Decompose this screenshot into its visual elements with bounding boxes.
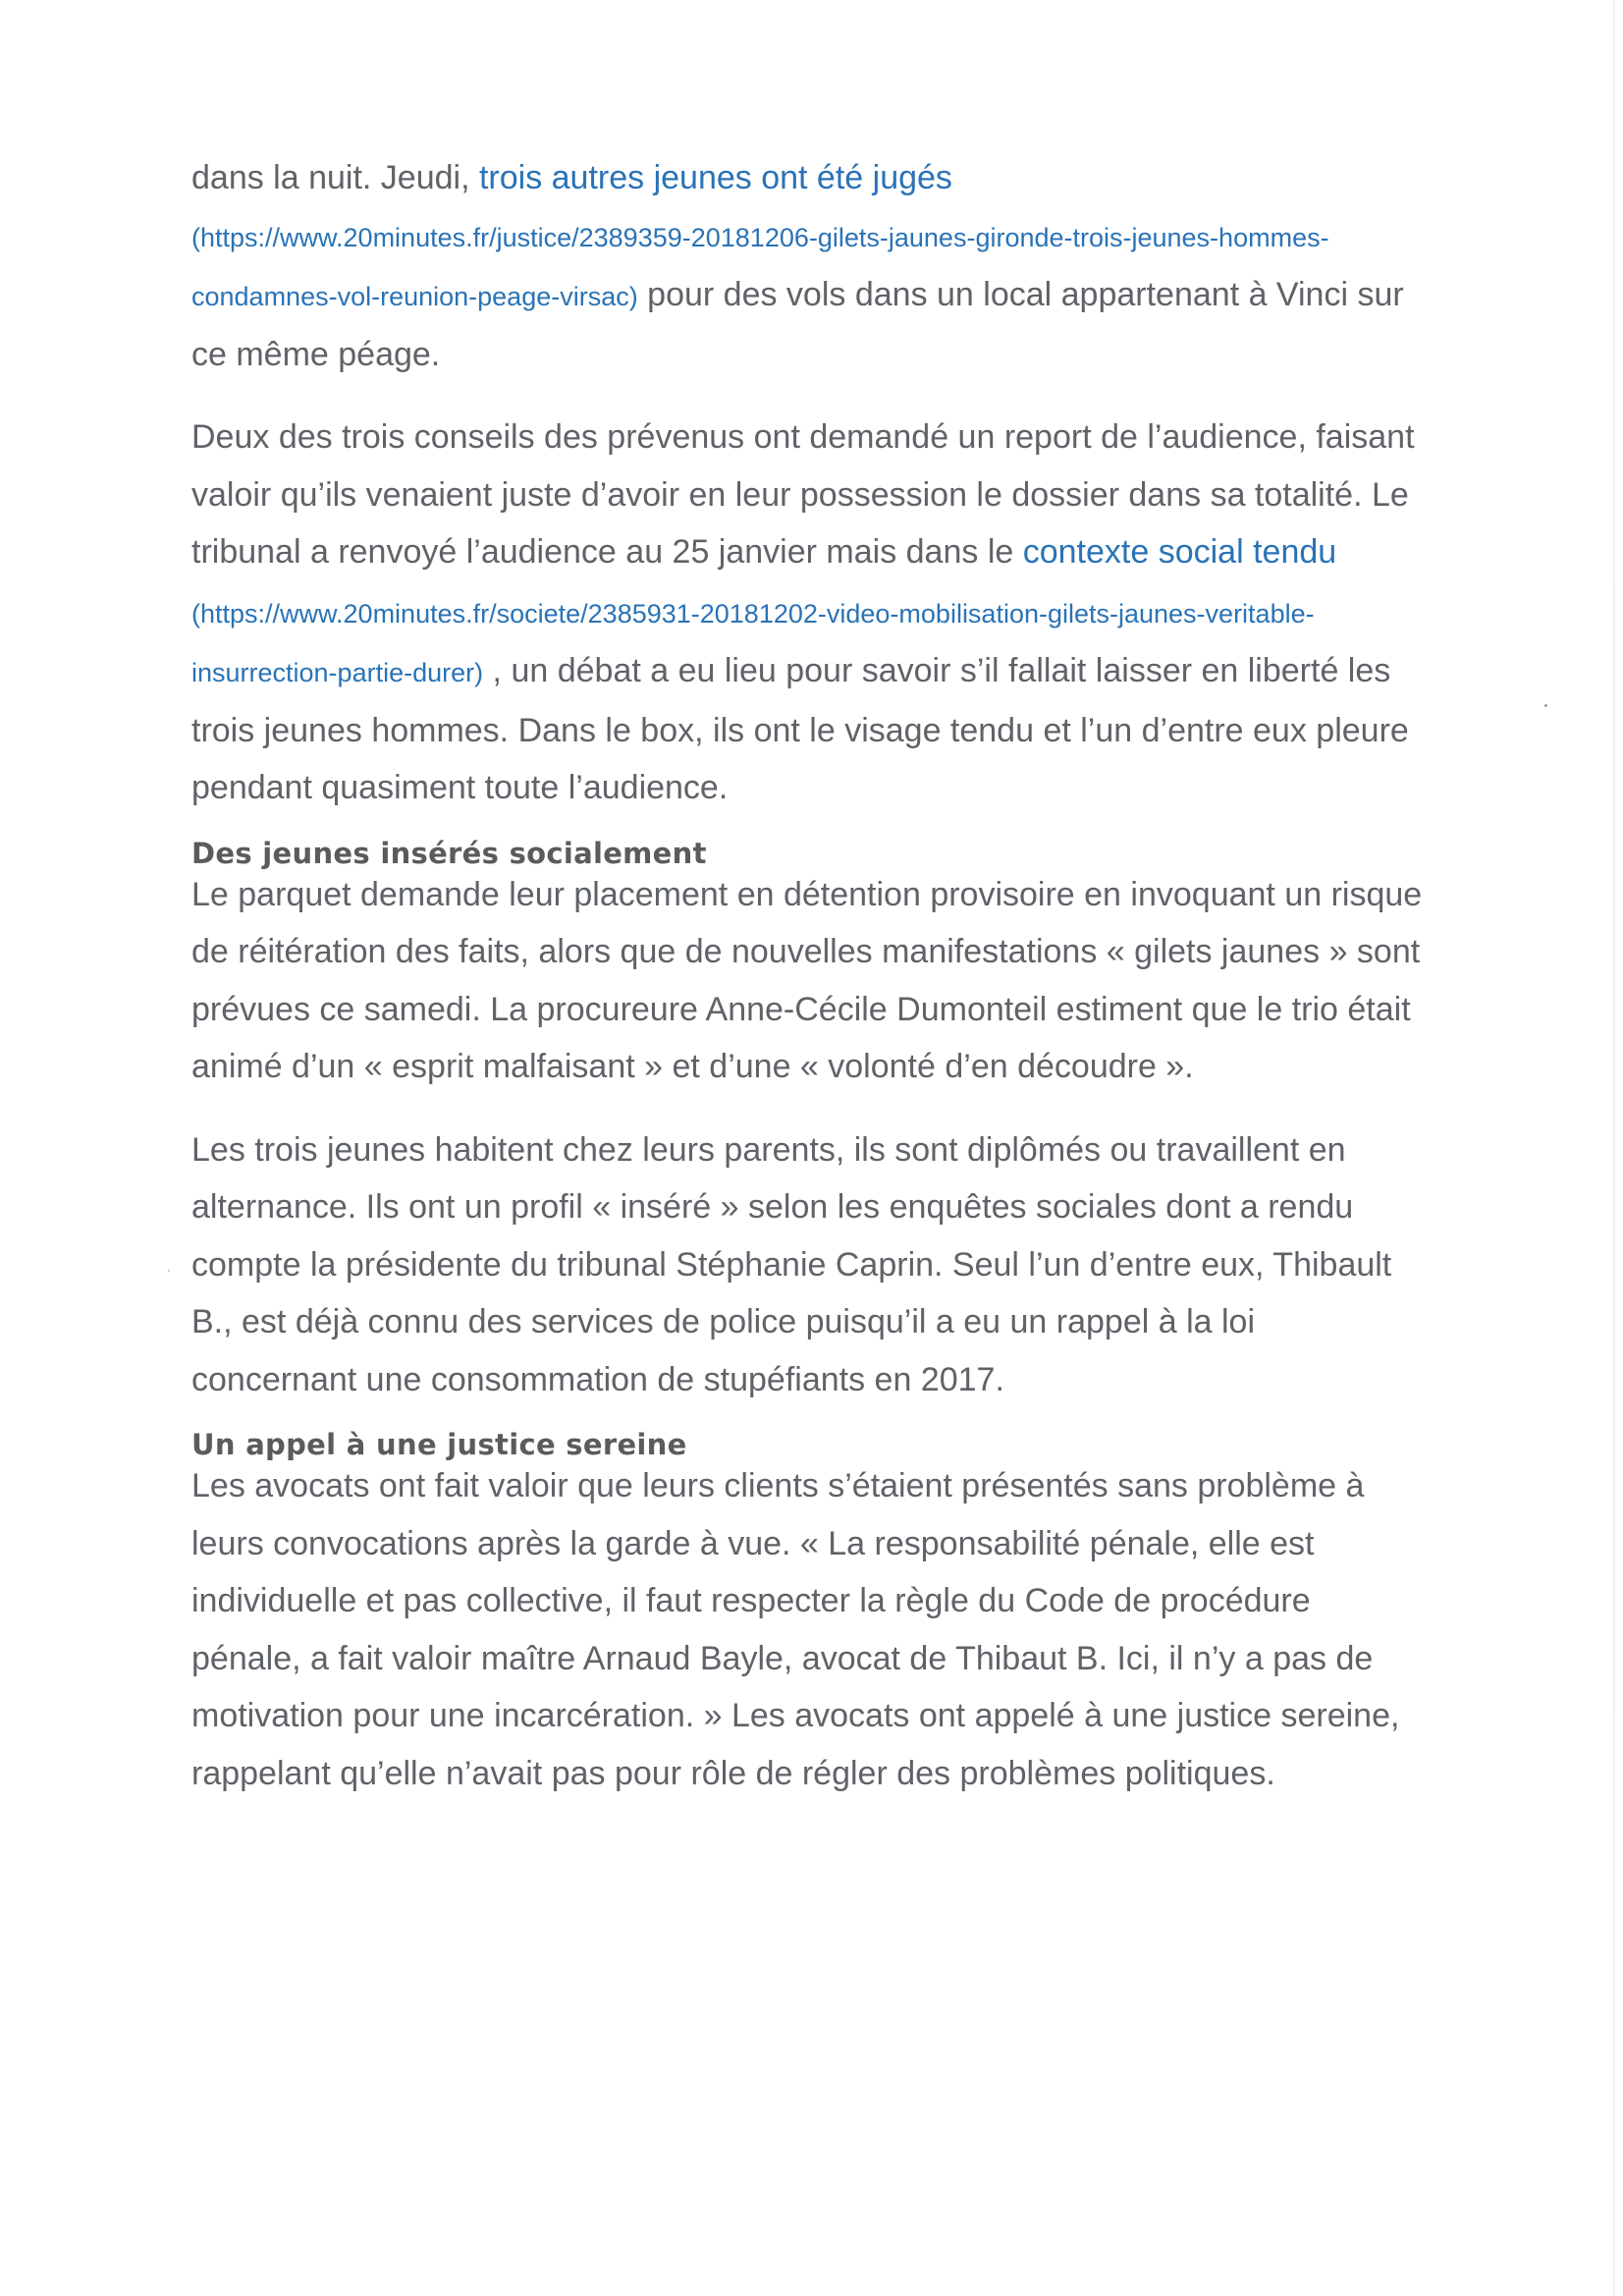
- link-trois-jeunes-juges[interactable]: trois autres jeunes ont été jugés: [478, 159, 952, 196]
- scan-edge: [1613, 0, 1615, 2296]
- paragraph-2-text-b: , un débat a eu lieu pour savoir s’il fallait laisser en liberté les trois jeunes hommes. Dans le box, ils ont le visage tendu et l’un d’entre eux pleure pendant quasiment toute l’audience.: [191, 652, 1409, 806]
- article-body: [191, 149, 1429, 1802]
- paragraph-3: Le parquet demande leur placement en détention provisoire en invoquant un risque de réitération des faits, alors que de nouvelles manifestations « gilets jaunes » sont prévues ce samedi. La procureure Anne-Cécile Dumonteil estiment que le trio était animé d’un « esprit malfaisant » et d’une « volonté d’en découdre ».: [191, 875, 1423, 1085]
- link-url-virsac[interactable]: (https://www.20minutes.fr/justice/2389359-20181206-gilets-jaunes-gironde-trois-jeunes-hommes-condamnes-vol-reunion-peage-virsac): [191, 222, 1329, 311]
- paragraph-5: Les avocats ont fait valoir que leurs clients s’étaient présentés sans problème à leurs convocations après la garde à vue. « La responsabilité pénale, elle est individuelle et pas collective, il faut respecter la règle du Code de procédure pénale, a fait valoir maître Arnaud Bayle, avocat de Thibaut B. Ici, il n’y a pas de motivation pour une incarcération. » Les avocats ont appelé à une justice sereine, rappelant qu’elle n’avait pas pour rôle de régler des problèmes politiques.: [191, 1467, 1400, 1792]
- paragraph-4: Les trois jeunes habitent chez leurs parents, ils sont diplômés ou travaillent en alternance. Ils ont un profil « inséré » selon les enquêtes sociales dont a rendu compte la présidente du tribunal Stéphanie Caprin. Seul l’un d’entre eux, Thibault B., est déjà connu des services de police puisqu’il a eu un rappel à la loi concernant une consommation de stupéfiants en 2017.: [191, 1130, 1392, 1398]
- paragraph-1: [191, 149, 1429, 383]
- paragraph-2-text-a: Deux des trois conseils des prévenus ont demandé un report de l’audience, faisant valoir qu’ils venaient juste d’avoir en leur possession le dossier dans sa totalité. Le tribunal a renvoyé l’audience au 25 janvier mais dans le: [191, 418, 1415, 571]
- paragraph-1-text-b: pour des vols dans un local appartenant à Vinci sur ce même péage.: [191, 276, 1404, 373]
- scan-speck: [1544, 704, 1547, 707]
- paragraph-2: [191, 409, 1429, 817]
- scan-speck: [168, 1270, 170, 1272]
- link-contexte-social-tendu[interactable]: contexte social tendu: [1022, 533, 1337, 571]
- paragraph-1-text-a: dans la nuit. Jeudi,: [191, 159, 479, 196]
- subheading-justice-sereine: Un appel à une justice sereine: [191, 1428, 687, 1461]
- link-url-mobilisation[interactable]: (https://www.20minutes.fr/societe/2385931-20181202-video-mobilisation-gilets-jaunes-veritable-insurrection-partie-durer): [191, 598, 1315, 687]
- subheading-jeunes-inseres: Des jeunes insérés socialement: [191, 836, 707, 870]
